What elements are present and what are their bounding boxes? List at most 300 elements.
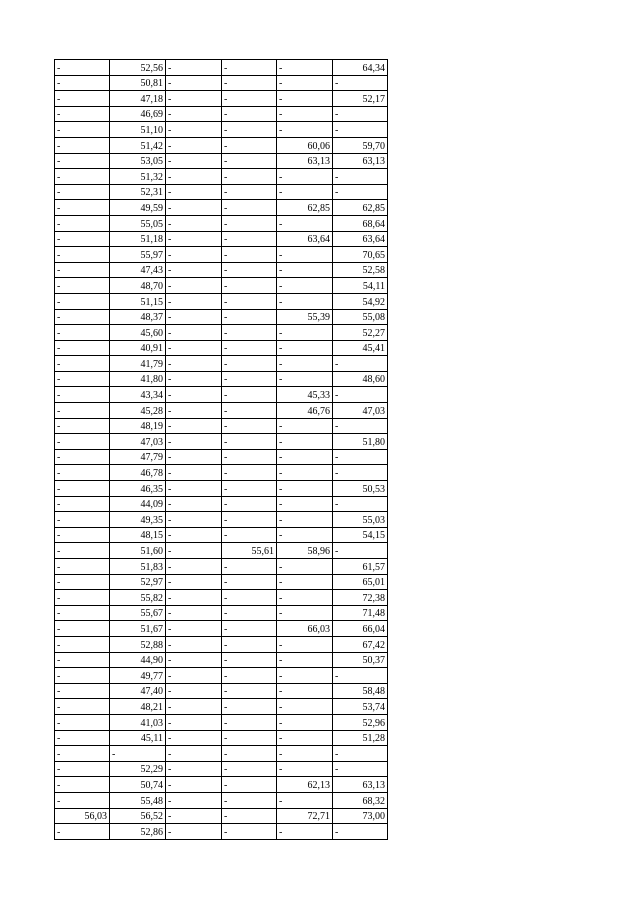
table-cell-col5: -	[277, 574, 333, 590]
table-cell-col2: 43,34	[110, 387, 166, 403]
table-cell-col4: -	[222, 247, 277, 263]
table-cell-col3: -	[166, 449, 222, 465]
table-cell-col6: -	[333, 387, 388, 403]
table-cell-col3: -	[166, 465, 222, 481]
table-cell-col4: -	[222, 356, 277, 372]
table-cell-col3: -	[166, 590, 222, 606]
table-cell-col6: 52,58	[333, 262, 388, 278]
table-cell-col6: 72,38	[333, 590, 388, 606]
table-cell-col4: -	[222, 652, 277, 668]
table-cell-col1: -	[55, 605, 110, 621]
table-cell-col3: -	[166, 122, 222, 138]
table-cell-col1: -	[55, 621, 110, 637]
table-cell-col1: -	[55, 169, 110, 185]
table-row	[55, 215, 388, 231]
table-cell-col2: 40,91	[110, 340, 166, 356]
table-cell-col3: -	[166, 808, 222, 824]
table-cell-col3: -	[166, 293, 222, 309]
table-row	[55, 325, 388, 341]
table-cell-col2: 47,03	[110, 434, 166, 450]
table-cell-col1: -	[55, 434, 110, 450]
table-cell-col2: 48,21	[110, 699, 166, 715]
table-cell-col4: -	[222, 605, 277, 621]
table-cell-col2: 50,81	[110, 75, 166, 91]
table-row	[55, 652, 388, 668]
table-cell-col4: -	[222, 449, 277, 465]
table-cell-col4: -	[222, 75, 277, 91]
table-cell-col2: 55,82	[110, 590, 166, 606]
table-cell-col1: -	[55, 262, 110, 278]
table-cell-col6: 52,27	[333, 325, 388, 341]
table-cell-col2: 49,77	[110, 668, 166, 684]
table-cell-col3: -	[166, 153, 222, 169]
table-cell-col4: -	[222, 527, 277, 543]
table-cell-col4: -	[222, 824, 277, 840]
table-cell-col4: -	[222, 200, 277, 216]
table-row	[55, 543, 388, 559]
table-cell-col3: -	[166, 387, 222, 403]
table-cell-col1: -	[55, 91, 110, 107]
table-cell-col2: 51,60	[110, 543, 166, 559]
table-row	[55, 808, 388, 824]
table-cell-col1: -	[55, 683, 110, 699]
table-cell-col5: -	[277, 262, 333, 278]
table-cell-col6: 63,13	[333, 153, 388, 169]
table-cell-col1: -	[55, 122, 110, 138]
table-cell-col6: 73,00	[333, 808, 388, 824]
table-cell-col1: 56,03	[55, 808, 110, 824]
table-cell-col5: -	[277, 699, 333, 715]
table-cell-col5: -	[277, 340, 333, 356]
table-row	[55, 293, 388, 309]
table-cell-col3: -	[166, 527, 222, 543]
table-row	[55, 122, 388, 138]
table-cell-col2: 46,35	[110, 481, 166, 497]
table-cell-col5: -	[277, 496, 333, 512]
table-cell-col1: -	[55, 496, 110, 512]
table-cell-col1: -	[55, 200, 110, 216]
table-cell-col4: -	[222, 434, 277, 450]
table-row	[55, 75, 388, 91]
table-cell-col2: 48,19	[110, 418, 166, 434]
table-cell-col2: 44,90	[110, 652, 166, 668]
table-cell-col1: -	[55, 387, 110, 403]
table-row	[55, 792, 388, 808]
table-cell-col1: -	[55, 340, 110, 356]
table-row	[55, 309, 388, 325]
table-cell-col5: -	[277, 215, 333, 231]
table-cell-col5: -	[277, 668, 333, 684]
table-cell-col6: -	[333, 449, 388, 465]
table-cell-col6: -	[333, 746, 388, 762]
table-cell-col2: 41,80	[110, 371, 166, 387]
table-cell-col5: 63,64	[277, 231, 333, 247]
table-cell-col4: -	[222, 262, 277, 278]
table-cell-col2: 51,32	[110, 169, 166, 185]
table-cell-col6: 47,03	[333, 403, 388, 419]
table-cell-col4: -	[222, 309, 277, 325]
table-cell-col1: -	[55, 137, 110, 153]
table-cell-col4: -	[222, 668, 277, 684]
table-cell-col3: -	[166, 605, 222, 621]
table-cell-col3: -	[166, 75, 222, 91]
table-cell-col1: -	[55, 371, 110, 387]
table-cell-col5: -	[277, 652, 333, 668]
table-cell-col6: 54,11	[333, 278, 388, 294]
table-cell-col6: 67,42	[333, 636, 388, 652]
table-row	[55, 730, 388, 746]
table-row	[55, 590, 388, 606]
table-cell-col6: 52,96	[333, 714, 388, 730]
table-cell-col1: -	[55, 309, 110, 325]
table-cell-col5: -	[277, 605, 333, 621]
table-row	[55, 824, 388, 840]
table-cell-col3: -	[166, 91, 222, 107]
table-cell-col5: 58,96	[277, 543, 333, 559]
table-cell-col4: -	[222, 590, 277, 606]
table-cell-col5: 45,33	[277, 387, 333, 403]
table-cell-col3: -	[166, 699, 222, 715]
table-cell-col1: -	[55, 153, 110, 169]
table-cell-col5: -	[277, 527, 333, 543]
table-cell-col1: -	[55, 247, 110, 263]
table-cell-col3: -	[166, 340, 222, 356]
table-cell-col5: -	[277, 761, 333, 777]
table-cell-col2: 49,35	[110, 512, 166, 528]
table-row	[55, 106, 388, 122]
table-cell-col4: -	[222, 808, 277, 824]
table-row	[55, 403, 388, 419]
table-cell-col2: 47,43	[110, 262, 166, 278]
table-cell-col5: -	[277, 169, 333, 185]
table-cell-col5: -	[277, 325, 333, 341]
table-cell-col1: -	[55, 418, 110, 434]
table-cell-col3: -	[166, 621, 222, 637]
table-row	[55, 387, 388, 403]
table-cell-col5: -	[277, 247, 333, 263]
table-cell-col4: -	[222, 122, 277, 138]
table-cell-col5: 62,85	[277, 200, 333, 216]
table-cell-col5: -	[277, 371, 333, 387]
table-cell-col5: -	[277, 91, 333, 107]
table-cell-col5: -	[277, 730, 333, 746]
table-row	[55, 746, 388, 762]
table-cell-col6: 68,32	[333, 792, 388, 808]
table-cell-col4: -	[222, 278, 277, 294]
table-cell-col2: 45,60	[110, 325, 166, 341]
table-cell-col5: -	[277, 75, 333, 91]
table-cell-col3: -	[166, 714, 222, 730]
table-cell-col6: 51,28	[333, 730, 388, 746]
table-cell-col6: -	[333, 543, 388, 559]
table-cell-col5: -	[277, 434, 333, 450]
table-cell-col3: -	[166, 652, 222, 668]
data-table	[54, 59, 388, 840]
table-cell-col1: -	[55, 325, 110, 341]
table-cell-col3: -	[166, 356, 222, 372]
table-cell-col5: -	[277, 122, 333, 138]
table-cell-col3: -	[166, 200, 222, 216]
table-cell-col3: -	[166, 60, 222, 76]
table-row	[55, 418, 388, 434]
table-cell-col2: 45,11	[110, 730, 166, 746]
table-cell-col3: -	[166, 231, 222, 247]
table-row	[55, 559, 388, 575]
table-cell-col3: -	[166, 496, 222, 512]
table-cell-col2: 56,52	[110, 808, 166, 824]
table-cell-col4: -	[222, 481, 277, 497]
table-cell-col5: 46,76	[277, 403, 333, 419]
table-cell-col4: -	[222, 184, 277, 200]
table-cell-col2: 47,18	[110, 91, 166, 107]
table-cell-col2: 52,97	[110, 574, 166, 590]
table-cell-col5: 63,13	[277, 153, 333, 169]
table-cell-col4: -	[222, 465, 277, 481]
table-cell-col6: -	[333, 106, 388, 122]
table-cell-col5: -	[277, 481, 333, 497]
table-cell-col2: 53,05	[110, 153, 166, 169]
table-cell-col1: -	[55, 668, 110, 684]
table-cell-col6: 71,48	[333, 605, 388, 621]
table-cell-col3: -	[166, 137, 222, 153]
table-cell-col4: -	[222, 559, 277, 575]
table-cell-col6: 54,92	[333, 293, 388, 309]
table-row	[55, 621, 388, 637]
table-cell-col4: -	[222, 137, 277, 153]
table-cell-col6: 70,65	[333, 247, 388, 263]
table-cell-col5: -	[277, 559, 333, 575]
table-cell-col2: 41,03	[110, 714, 166, 730]
table-cell-col5: -	[277, 512, 333, 528]
table-cell-col1: -	[55, 699, 110, 715]
table-cell-col4: -	[222, 512, 277, 528]
table-row	[55, 465, 388, 481]
table-cell-col2: 51,15	[110, 293, 166, 309]
table-cell-col1: -	[55, 75, 110, 91]
table-cell-col5: 62,13	[277, 777, 333, 793]
table-cell-col4: -	[222, 91, 277, 107]
table-cell-col3: -	[166, 777, 222, 793]
table-cell-col3: -	[166, 169, 222, 185]
table-cell-col1: -	[55, 356, 110, 372]
table-cell-col2: 51,10	[110, 122, 166, 138]
table-cell-col4: -	[222, 699, 277, 715]
table-cell-col4: -	[222, 106, 277, 122]
table-cell-col5: -	[277, 590, 333, 606]
table-cell-col3: -	[166, 434, 222, 450]
table-cell-col2: -	[110, 746, 166, 762]
table-cell-col4: -	[222, 340, 277, 356]
table-cell-col2: 48,37	[110, 309, 166, 325]
table-cell-col2: 55,67	[110, 605, 166, 621]
table-cell-col4: -	[222, 169, 277, 185]
table-cell-col1: -	[55, 792, 110, 808]
table-row	[55, 340, 388, 356]
table-cell-col1: -	[55, 543, 110, 559]
table-cell-col5: -	[277, 683, 333, 699]
table-cell-col4: -	[222, 777, 277, 793]
table-cell-col5: 66,03	[277, 621, 333, 637]
table-cell-col2: 51,67	[110, 621, 166, 637]
table-row	[55, 714, 388, 730]
table-cell-col6: 55,03	[333, 512, 388, 528]
table-cell-col6: 64,34	[333, 60, 388, 76]
table-cell-col3: -	[166, 403, 222, 419]
table-cell-col4: -	[222, 153, 277, 169]
table-cell-col6: 50,37	[333, 652, 388, 668]
table-cell-col1: -	[55, 231, 110, 247]
table-cell-col6: 48,60	[333, 371, 388, 387]
table-cell-col1: -	[55, 730, 110, 746]
table-cell-col3: -	[166, 574, 222, 590]
table-cell-col5: -	[277, 792, 333, 808]
table-cell-col3: -	[166, 184, 222, 200]
table-row	[55, 137, 388, 153]
table-cell-col3: -	[166, 247, 222, 263]
table-cell-col1: -	[55, 761, 110, 777]
table-cell-col5: -	[277, 449, 333, 465]
table-cell-col3: -	[166, 730, 222, 746]
table-cell-col4: -	[222, 325, 277, 341]
table-cell-col5: -	[277, 824, 333, 840]
table-cell-col1: -	[55, 60, 110, 76]
table-cell-col1: -	[55, 746, 110, 762]
table-cell-col4: -	[222, 418, 277, 434]
table-cell-col4: -	[222, 792, 277, 808]
table-cell-col4: -	[222, 60, 277, 76]
table-cell-col4: -	[222, 683, 277, 699]
table-cell-col3: -	[166, 512, 222, 528]
table-cell-col6: 53,74	[333, 699, 388, 715]
table-row	[55, 60, 388, 76]
table-cell-col1: -	[55, 590, 110, 606]
table-cell-col6: 62,85	[333, 200, 388, 216]
table-row	[55, 262, 388, 278]
table-cell-col3: -	[166, 543, 222, 559]
table-cell-col3: -	[166, 668, 222, 684]
table-row	[55, 668, 388, 684]
table-cell-col5: -	[277, 356, 333, 372]
table-cell-col1: -	[55, 512, 110, 528]
table-cell-col4: -	[222, 636, 277, 652]
table-cell-col4: -	[222, 293, 277, 309]
table-cell-col4: -	[222, 371, 277, 387]
table-cell-col1: -	[55, 449, 110, 465]
table-row	[55, 371, 388, 387]
table-cell-col1: -	[55, 636, 110, 652]
table-cell-col2: 46,69	[110, 106, 166, 122]
table-cell-col3: -	[166, 262, 222, 278]
table-cell-col6: 52,17	[333, 91, 388, 107]
table-cell-col5: -	[277, 714, 333, 730]
table-row	[55, 91, 388, 107]
table-cell-col2: 49,59	[110, 200, 166, 216]
table-cell-col1: -	[55, 824, 110, 840]
table-cell-col5: 55,39	[277, 309, 333, 325]
table-cell-col2: 41,79	[110, 356, 166, 372]
table-cell-col6: 65,01	[333, 574, 388, 590]
table-cell-col5: -	[277, 60, 333, 76]
table-cell-col6: 50,53	[333, 481, 388, 497]
table-cell-col6: -	[333, 122, 388, 138]
table-row	[55, 496, 388, 512]
table-cell-col2: 48,15	[110, 527, 166, 543]
table-cell-col1: -	[55, 481, 110, 497]
table-cell-col6: -	[333, 169, 388, 185]
table-cell-col3: -	[166, 418, 222, 434]
table-row	[55, 356, 388, 372]
table-cell-col4: -	[222, 730, 277, 746]
table-cell-col6: 63,64	[333, 231, 388, 247]
table-cell-col3: -	[166, 215, 222, 231]
table-cell-col3: -	[166, 481, 222, 497]
table-cell-col4: -	[222, 714, 277, 730]
table-cell-col6: -	[333, 465, 388, 481]
table-cell-col3: -	[166, 278, 222, 294]
table-cell-col5: -	[277, 184, 333, 200]
table-cell-col5: 72,71	[277, 808, 333, 824]
table-row	[55, 184, 388, 200]
table-cell-col2: 46,78	[110, 465, 166, 481]
table-cell-col3: -	[166, 309, 222, 325]
table-cell-col2: 55,48	[110, 792, 166, 808]
table-cell-col6: 61,57	[333, 559, 388, 575]
table-cell-col6: 63,13	[333, 777, 388, 793]
table-cell-col1: -	[55, 559, 110, 575]
table-cell-col6: 45,41	[333, 340, 388, 356]
table-cell-col3: -	[166, 683, 222, 699]
table-cell-col3: -	[166, 106, 222, 122]
table-cell-col2: 47,40	[110, 683, 166, 699]
table-cell-col3: -	[166, 325, 222, 341]
table-row	[55, 512, 388, 528]
table-cell-col1: -	[55, 714, 110, 730]
table-row	[55, 605, 388, 621]
table-cell-col4: -	[222, 231, 277, 247]
table-row	[55, 481, 388, 497]
table-cell-col3: -	[166, 746, 222, 762]
table-cell-col3: -	[166, 792, 222, 808]
table-cell-col2: 50,74	[110, 777, 166, 793]
table-cell-col4: -	[222, 746, 277, 762]
table-cell-col3: -	[166, 559, 222, 575]
table-cell-col2: 44,09	[110, 496, 166, 512]
table-cell-col2: 45,28	[110, 403, 166, 419]
table-row	[55, 169, 388, 185]
table-cell-col4: -	[222, 403, 277, 419]
table-row	[55, 761, 388, 777]
table-cell-col5: -	[277, 636, 333, 652]
table-row	[55, 683, 388, 699]
table-row	[55, 247, 388, 263]
table-cell-col4: -	[222, 387, 277, 403]
table-cell-col4: -	[222, 215, 277, 231]
table-cell-col2: 47,79	[110, 449, 166, 465]
table-cell-col6: 66,04	[333, 621, 388, 637]
table-cell-col5: -	[277, 106, 333, 122]
table-cell-col3: -	[166, 824, 222, 840]
table-cell-col6: -	[333, 496, 388, 512]
table-cell-col6: -	[333, 761, 388, 777]
table-body	[55, 60, 388, 840]
table-cell-col5: -	[277, 293, 333, 309]
table-cell-col1: -	[55, 215, 110, 231]
table-row	[55, 278, 388, 294]
table-cell-col1: -	[55, 293, 110, 309]
table-cell-col5: -	[277, 746, 333, 762]
table-cell-col6: -	[333, 824, 388, 840]
table-cell-col6: -	[333, 184, 388, 200]
